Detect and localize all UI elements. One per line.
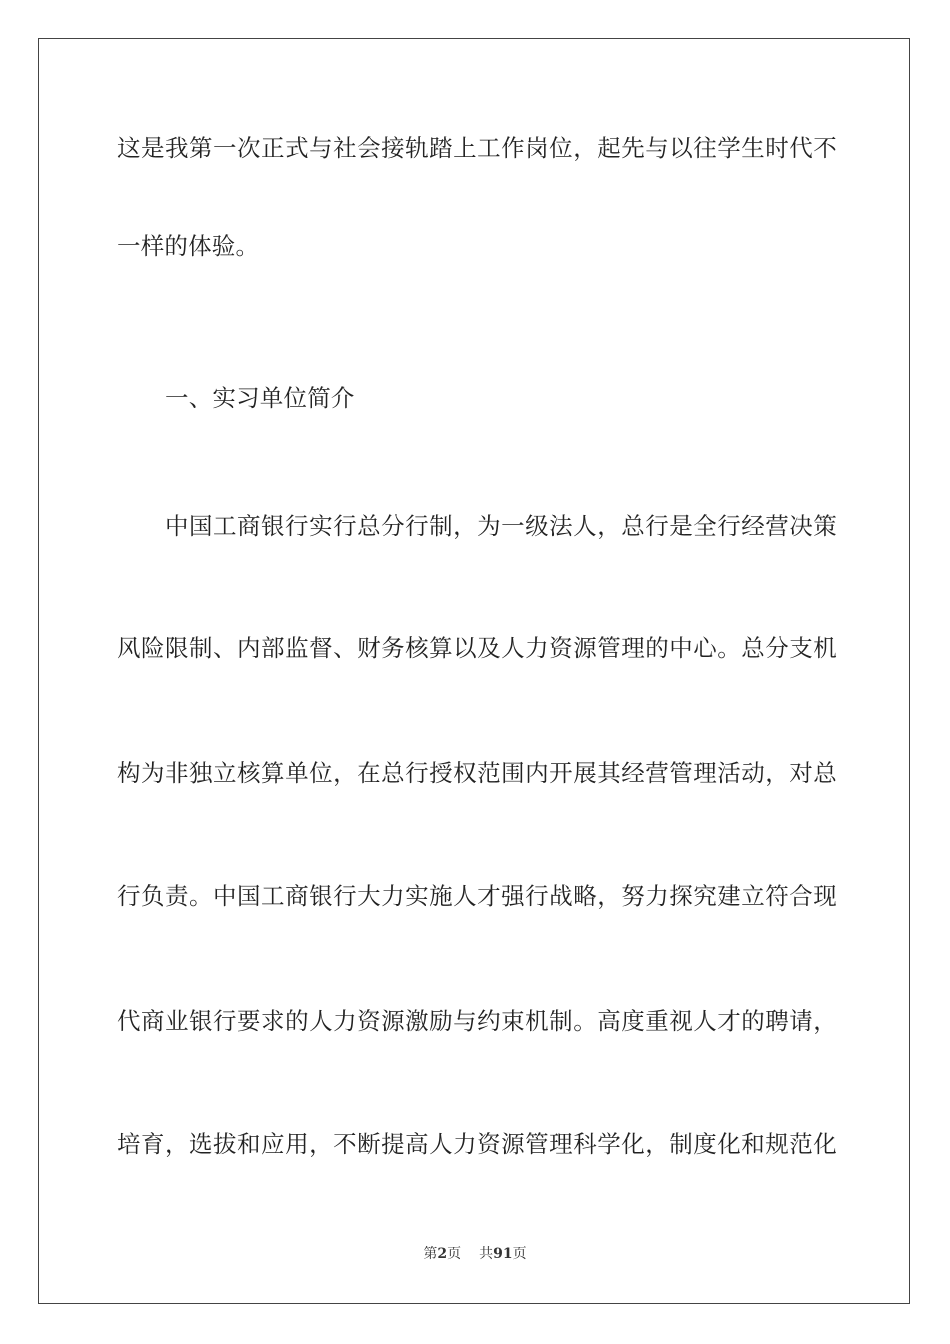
- page-footer: [0, 1245, 950, 1263]
- body-text-line-6: 行负责。中国工商银行大力实施人才强行战略，努力探究建立符合现: [117, 882, 837, 910]
- body-text-line-4: 风险限制、内部监督、财务核算以及人力资源管理的中心。总分支机: [117, 634, 837, 662]
- footer-page-suffix: 页: [447, 1246, 462, 1262]
- body-text-line-1: 这是我第一次正式与社会接轨踏上工作岗位，起先与以往学生时代不: [117, 134, 837, 162]
- footer-total-prefix: 共: [479, 1246, 494, 1262]
- body-text-line-5: 构为非独立核算单位，在总行授权范围内开展其经营管理活动，对总: [117, 759, 837, 787]
- footer-page-total: 91: [493, 1246, 513, 1262]
- body-text-line-8: 培育，选拔和应用，不断提高人力资源管理科学化，制度化和规范化: [117, 1130, 837, 1158]
- footer-page-prefix: 第: [423, 1246, 438, 1262]
- footer-page-current: 2: [437, 1246, 448, 1262]
- footer-total-suffix: 页: [512, 1246, 527, 1262]
- section-heading: 一、实习单位简介: [165, 384, 355, 412]
- page-border: [38, 38, 910, 1304]
- body-text-line-3: 中国工商银行实行总分行制，为一级法人，总行是全行经营决策: [165, 512, 837, 540]
- body-text-line-2: 一样的体验。: [117, 232, 260, 260]
- body-text-line-7: 代商业银行要求的人力资源激励与约束机制。高度重视人才的聘请，: [117, 1007, 837, 1035]
